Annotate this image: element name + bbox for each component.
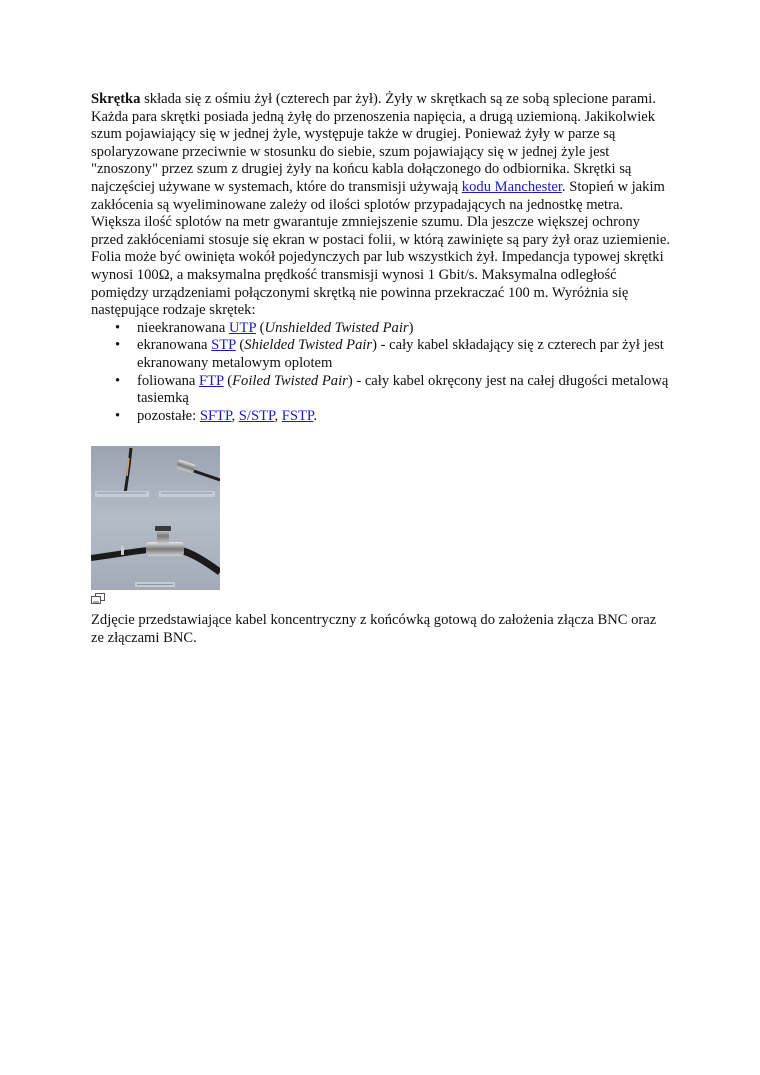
connector-ring xyxy=(155,526,171,531)
bullet: • xyxy=(115,337,121,354)
paragraph-text: . Stopień w jakim zakłócenia są wyeliminowane zależy od ilości splotów przypadających na jednostkę metra. Większa ilość splotów na metr gwarantuje zmniejszenie szumu. Dla jeszcze większej ochrony przed zakłóceniami stosuje się ekran w postaci folii, w którą zawinięte są pary żył oraz uziemienie. Folia może być owinięta wokół pojedynczych par lub wszystkich żył. Impedancja typowej skrętki wynosi 100Ω, a maksymalna prędkość transmisji wynosi 1 Gbit/s. Maksymalna odległość pomiędzy urządzeniami połączonymi skrętką nie powinna przekraczać 100 m. Wyróżnia się następujące rodzaje skrętek: xyxy=(91,178,671,319)
list-item-stp: • ekranowana STP (Shielded Twisted Pair) - cały kabel składający się z czterech par żył jest ekranowany metalowym oplotem xyxy=(115,337,664,371)
intro-paragraph xyxy=(91,91,671,320)
fstp-link[interactable]: FSTP xyxy=(281,407,314,424)
term-skretka: Skrętka xyxy=(91,91,141,107)
cable-types-list xyxy=(91,320,671,426)
stp-link[interactable]: STP xyxy=(211,337,236,354)
manchester-link[interactable]: kodu Manchester xyxy=(461,178,562,195)
label-box xyxy=(159,491,215,497)
bullet: • xyxy=(115,372,121,389)
sstp-link[interactable]: S/STP xyxy=(238,407,275,424)
figure-caption: Zdjęcie przedstawiające kabel koncentryczny z końcówką gotową do założenia złącza BNC oraz ze złączami BNC. xyxy=(91,612,657,646)
sftp-link[interactable]: SFTP xyxy=(199,407,232,424)
cable-ring xyxy=(121,546,124,555)
ftp-link[interactable]: FTP xyxy=(199,372,224,389)
enlarge-icon[interactable] xyxy=(91,593,105,604)
photo-background xyxy=(91,446,220,590)
list-item-ftp: • foliowana FTP (Foiled Twisted Pair) - cały kabel okręcony jest na całej długości metalową tasiemką xyxy=(115,372,669,407)
paragraph-text: składa się z ośmiu żył (czterech par żył). Żyły w skrętkach są ze sobą splecione parami. Każda para skrętki posiada jedną żyłę do przenoszenia napięcia, a drugą uziemioną. Jakikolwiek szum pojawiający się w jednej żyle, występuje także w drugiej. Ponieważ żyły w parze są spolaryzowane przeciwnie w stosunku do siebie, szum pojawiający się w jednej żyle jest "znoszony" przez szum z drugiej żyły na końcu kabla dołączonego do odbiornika. Skrętki są najczęściej używane w systemach, które do transmisji używają xyxy=(91,91,656,195)
list-item-utp: • nieekranowana UTP (Unshielded Twisted Pair) xyxy=(115,319,414,336)
bnc-t-connector xyxy=(146,542,184,556)
article-body xyxy=(91,91,671,425)
bullet: • xyxy=(115,407,121,424)
list-item-others: • pozostałe: SFTP, S/STP, FSTP. xyxy=(115,407,318,424)
photo-illustration xyxy=(91,446,220,590)
label-box xyxy=(95,491,149,497)
utp-link[interactable]: UTP xyxy=(228,319,257,336)
coax-cable-photo[interactable] xyxy=(91,446,220,590)
bullet: • xyxy=(115,319,121,336)
